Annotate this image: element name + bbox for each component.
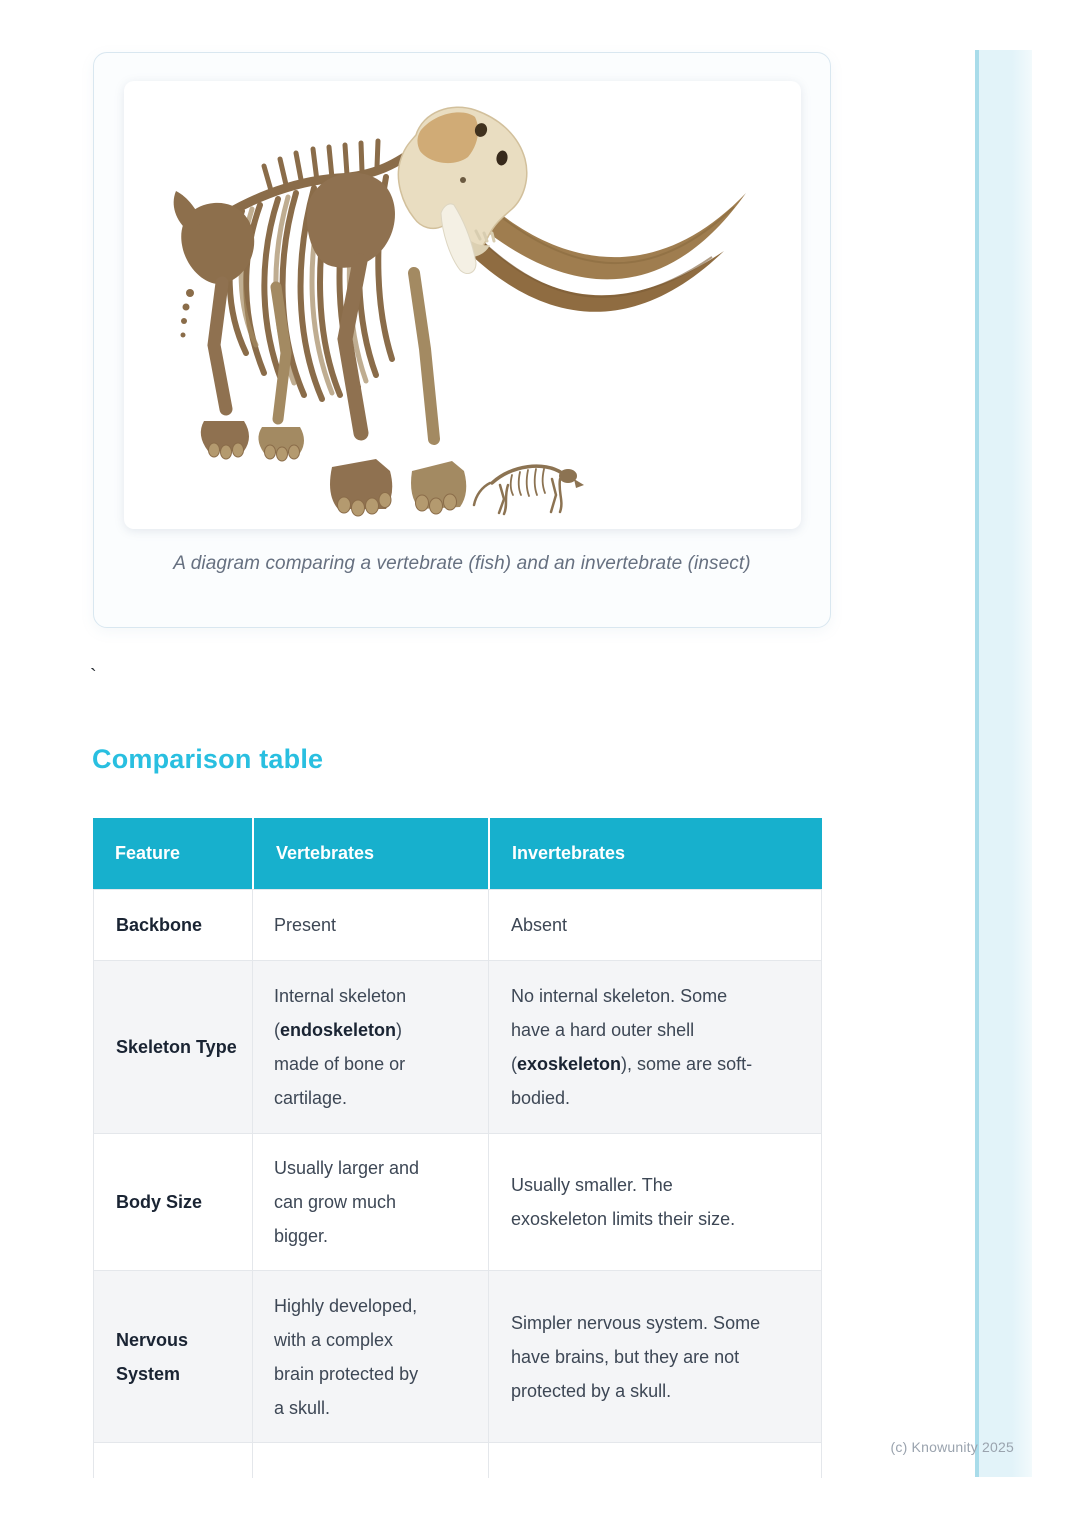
mammoth-and-dog-skeleton-photo (124, 81, 801, 529)
comparison-table (93, 818, 822, 1478)
table-row-nervous-system (94, 1270, 821, 1442)
invertebrates-cell: Simpler nervous system. Some have brains, but they are not protected by a skull. (488, 1271, 821, 1442)
vertebrates-cell: Usually larger and can grow much bigger. (252, 1134, 488, 1270)
feature-cell: Skeleton Type (116, 1037, 237, 1057)
vertebrates-cell (252, 1443, 488, 1478)
section-title: Comparison table (92, 744, 324, 774)
table-body (93, 889, 822, 1478)
table-row-backbone (94, 889, 821, 960)
stray-backtick: ` (90, 666, 97, 688)
invertebrates-cell: No internal skeleton. Some have a hard outer shell (exoskeleton), some are soft-bodied. (488, 961, 821, 1133)
table-row-partial (94, 1442, 821, 1478)
invertebrates-cell: Absent (488, 890, 821, 960)
right-edge-stripe (975, 50, 1032, 1477)
table-header-row (93, 818, 822, 889)
column-header-feature: Feature (115, 843, 181, 863)
invertebrates-cell (488, 1443, 821, 1478)
figure-caption: A diagram comparing a vertebrate (fish) and an invertebrate (insect) (173, 553, 751, 574)
copyright-notice: (c) Knowunity 2025 (890, 1439, 1014, 1455)
figure-card (93, 52, 831, 628)
feature-cell: Backbone (116, 915, 203, 935)
table-row-body-size (94, 1133, 821, 1270)
column-header-vertebrates: Vertebrates (252, 818, 488, 889)
vertebrates-cell: Highly developed, with a complex brain protected by a skull. (252, 1271, 488, 1442)
invertebrates-cell: Usually smaller. The exoskeleton limits their size. (488, 1134, 821, 1270)
column-header-invertebrates: Invertebrates (488, 818, 822, 889)
vertebrates-cell: Present (252, 890, 488, 960)
feature-cell: Body Size (116, 1192, 203, 1212)
skeleton-illustration (124, 81, 801, 529)
vertebrates-cell: Internal skeleton (endoskeleton) made of bone or cartilage. (252, 961, 488, 1133)
feature-cell (94, 1443, 252, 1478)
feature-cell: Nervous System (116, 1329, 189, 1384)
table-row-skeleton-type (94, 960, 821, 1133)
